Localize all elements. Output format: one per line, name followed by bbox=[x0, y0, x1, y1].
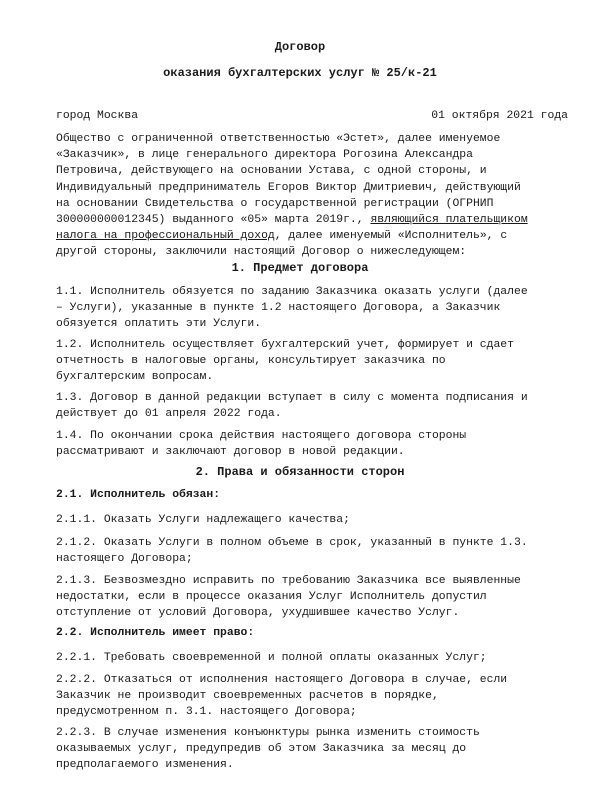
document-title: Договор bbox=[274, 40, 326, 54]
contract-date: 01 октября 2021 года bbox=[431, 110, 568, 122]
clause-2-1-1: 2.1.1. Оказать Услуги надлежащего качества; bbox=[56, 514, 350, 526]
preamble bbox=[56, 131, 566, 261]
city-date-line bbox=[56, 110, 568, 122]
document-subtitle: оказания бухгалтерских услуг № 25/к-21 bbox=[163, 66, 437, 80]
city: город Москва bbox=[56, 110, 139, 122]
clause-2-1-2: 2.1.2. Оказать Услуги в полном объеме в срок, указанный в пункте 1.3. настоящего Договора; bbox=[56, 537, 528, 566]
clause-2-2-2: 2.2.2. Отказаться от исполнения настоящего Договора в случае, если Заказчик не производит своевременных расчетов в порядке, предусмотренном п. 3.1. настоящего Договора; bbox=[56, 674, 508, 719]
clause-1-1: 1.1. Исполнитель обязуется по заданию Заказчика оказать услуги (далее – Услуги), указанные в пункте 1.2 настоящего Договора, а Заказчик обязуется оплатить эти Услуги. bbox=[56, 286, 528, 331]
clause-2-2-1: 2.2.1. Требовать своевременной и полной оплаты оказанных Услуг; bbox=[56, 652, 487, 664]
clause-1-4: 1.4. По окончании срока действия настоящего договора стороны рассматривают и заключают договор в новой редакции. bbox=[56, 430, 467, 459]
clause-2-2-3: 2.2.3. В случае изменения конъюнктуры рынка изменить стоимость оказываемых услуг, предупредив об этом Заказчика за месяц до предполагаемого изменения. bbox=[56, 727, 480, 772]
subsection-2-1-heading: 2.1. Исполнитель обязан: bbox=[56, 489, 221, 501]
section-2-heading: 2. Права и обязанности сторон bbox=[195, 465, 405, 479]
subsection-2-2-heading: 2.2. Исполнитель имеет право: bbox=[56, 627, 255, 639]
clause-2-1-3: 2.1.3. Безвозмездно исправить по требованию Заказчика все выявленные недостатки, если в процессе оказания Услуг Исполнитель допустил отступление от условий Договора, ухудшившее качество Услуг. bbox=[56, 575, 521, 620]
preamble-part1: Общество с ограниченной ответственностью «Эстет», далее именуемое «Заказчик», в лице генерального директора Рогозина Александра Петровича, действующего на основании Устава, с одной стороны, и Индивидуальный предприниматель Егоров Виктор Дмитриевич, действующий на основании Свидетельства о государственной регистрации (ОГРНИП 300000000012345) выданного «05» марта 2019г., bbox=[56, 133, 521, 227]
clause-1-2: 1.2. Исполнитель осуществляет бухгалтерский учет, формирует и сдает отчетность в налоговые органы, консультирует заказчика по бухгалтерским вопросам. bbox=[56, 339, 514, 384]
section-1-heading: 1. Предмет договора bbox=[231, 261, 369, 275]
preamble-underlined: являющийся плательщиком налога на профессиональный доход bbox=[56, 214, 528, 243]
clause-1-3: 1.3. Договор в данной редакции вступает в силу с момента подписания и действует до 01 апреля 2022 года. bbox=[56, 392, 528, 421]
preamble-part2: , далее именуемый «Исполнитель», с другой стороны, заключили настоящий Договор о нижеследующем: bbox=[56, 230, 508, 259]
